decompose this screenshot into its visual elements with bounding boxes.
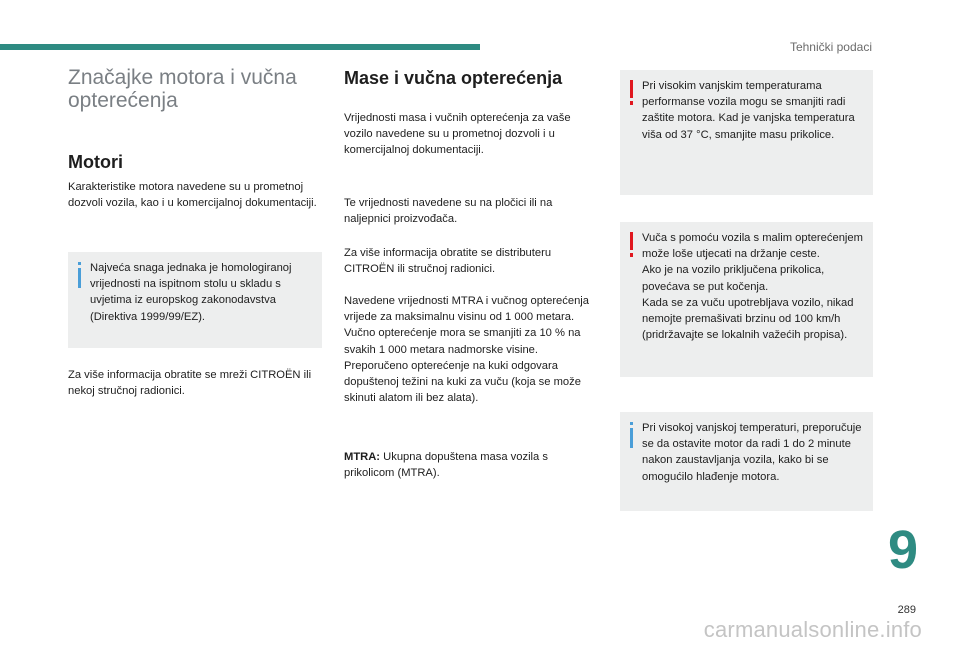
warning-note-temperature bbox=[620, 70, 873, 195]
info-note-text: Najveća snaga jednaka je homologiranoj vrijednosti na ispitnom stolu u skladu s uvjetima iz europskog zakonodavstva (Direktiva 1999/99/EZ). bbox=[90, 262, 292, 323]
motori-paragraph: Karakteristike motora navedene su u prometnoj dozvoli vozila, kao i u komercijalnoj dokumentaciji. bbox=[68, 181, 317, 210]
mase-paragraph-1: Vrijednosti masa i vučnih opterećenja za vaše vozilo navedene su u prometnoj dozvoli i u komercijalnoj dokumentaciji. bbox=[344, 112, 571, 157]
page-number: 289 bbox=[897, 604, 916, 616]
warning-note-towing bbox=[620, 222, 873, 377]
chapter-number: 9 bbox=[888, 520, 919, 580]
heading-mase: Mase i vučna opterećenja bbox=[344, 68, 563, 88]
mtra-text: Ukupna dopuštena masa vozila s prikolicom (MTRA). bbox=[344, 451, 548, 480]
watermark: carmanualsonline.info bbox=[703, 617, 922, 642]
heading-motori: Motori bbox=[68, 152, 123, 172]
mtra-label: MTRA: bbox=[344, 451, 381, 463]
page-title: Značajke motora i vučna opterećenja bbox=[68, 66, 297, 112]
info-note-cooling bbox=[620, 412, 873, 511]
citroen-contact-paragraph: Za više informacija obratite se mreži CITROËN ili nekoj stručnoj radionici. bbox=[68, 369, 312, 398]
info-note-cooling-text: Pri visokoj vanjskoj temperaturi, preporučuje se da ostavite motor da radi 1 do 2 minute nakon zaustavljanja vozila, kako bi se omogućilo hlađenje motora. bbox=[642, 422, 862, 483]
section-header: Tehnički podaci bbox=[789, 40, 872, 54]
warning-note-temperature-text: Pri visokim vanjskim temperaturama performanse vozila mogu se smanjiti radi zaštite motora. Kad je vanjska temperatura viša od 37 °C, smanjite masu prikolice. bbox=[642, 80, 855, 141]
warning-note-towing-text: Vuča s pomoću vozila s malim opterećenjem može loše utjecati na držanje ceste. Ako je na vozilo priključena prikolica, povećava se put kočenja. Kada se za vuču upotrebljava vozilo, nikad nemojte premašivati brzinu od 100 km/h (pridržavajte se lokalnih važećih propisa). bbox=[642, 232, 863, 342]
mtra-definition bbox=[344, 449, 600, 481]
top-accent-bar bbox=[0, 44, 480, 50]
mase-paragraph-2: Te vrijednosti navedene su na pločici ili na naljepnici proizvođača. bbox=[344, 197, 553, 226]
info-note-power bbox=[68, 252, 322, 348]
mase-paragraph-4: Navedene vrijednosti MTRA i vučnog opterećenja vrijede za maksimalnu visinu od 1 000 metara. Vučno opterećenje mora se smanjiti za 10 % na svakih 1 000 metara nadmorske visine. Preporučeno opterećenje na kuki odgovara dopuštenoj težini na kuki za vuču (koja se može skinuti alatom ili bez alata). bbox=[344, 295, 590, 405]
mase-paragraph-3: Za više informacija obratite se distributeru CITROËN ili stručnoj radionici. bbox=[344, 247, 552, 276]
